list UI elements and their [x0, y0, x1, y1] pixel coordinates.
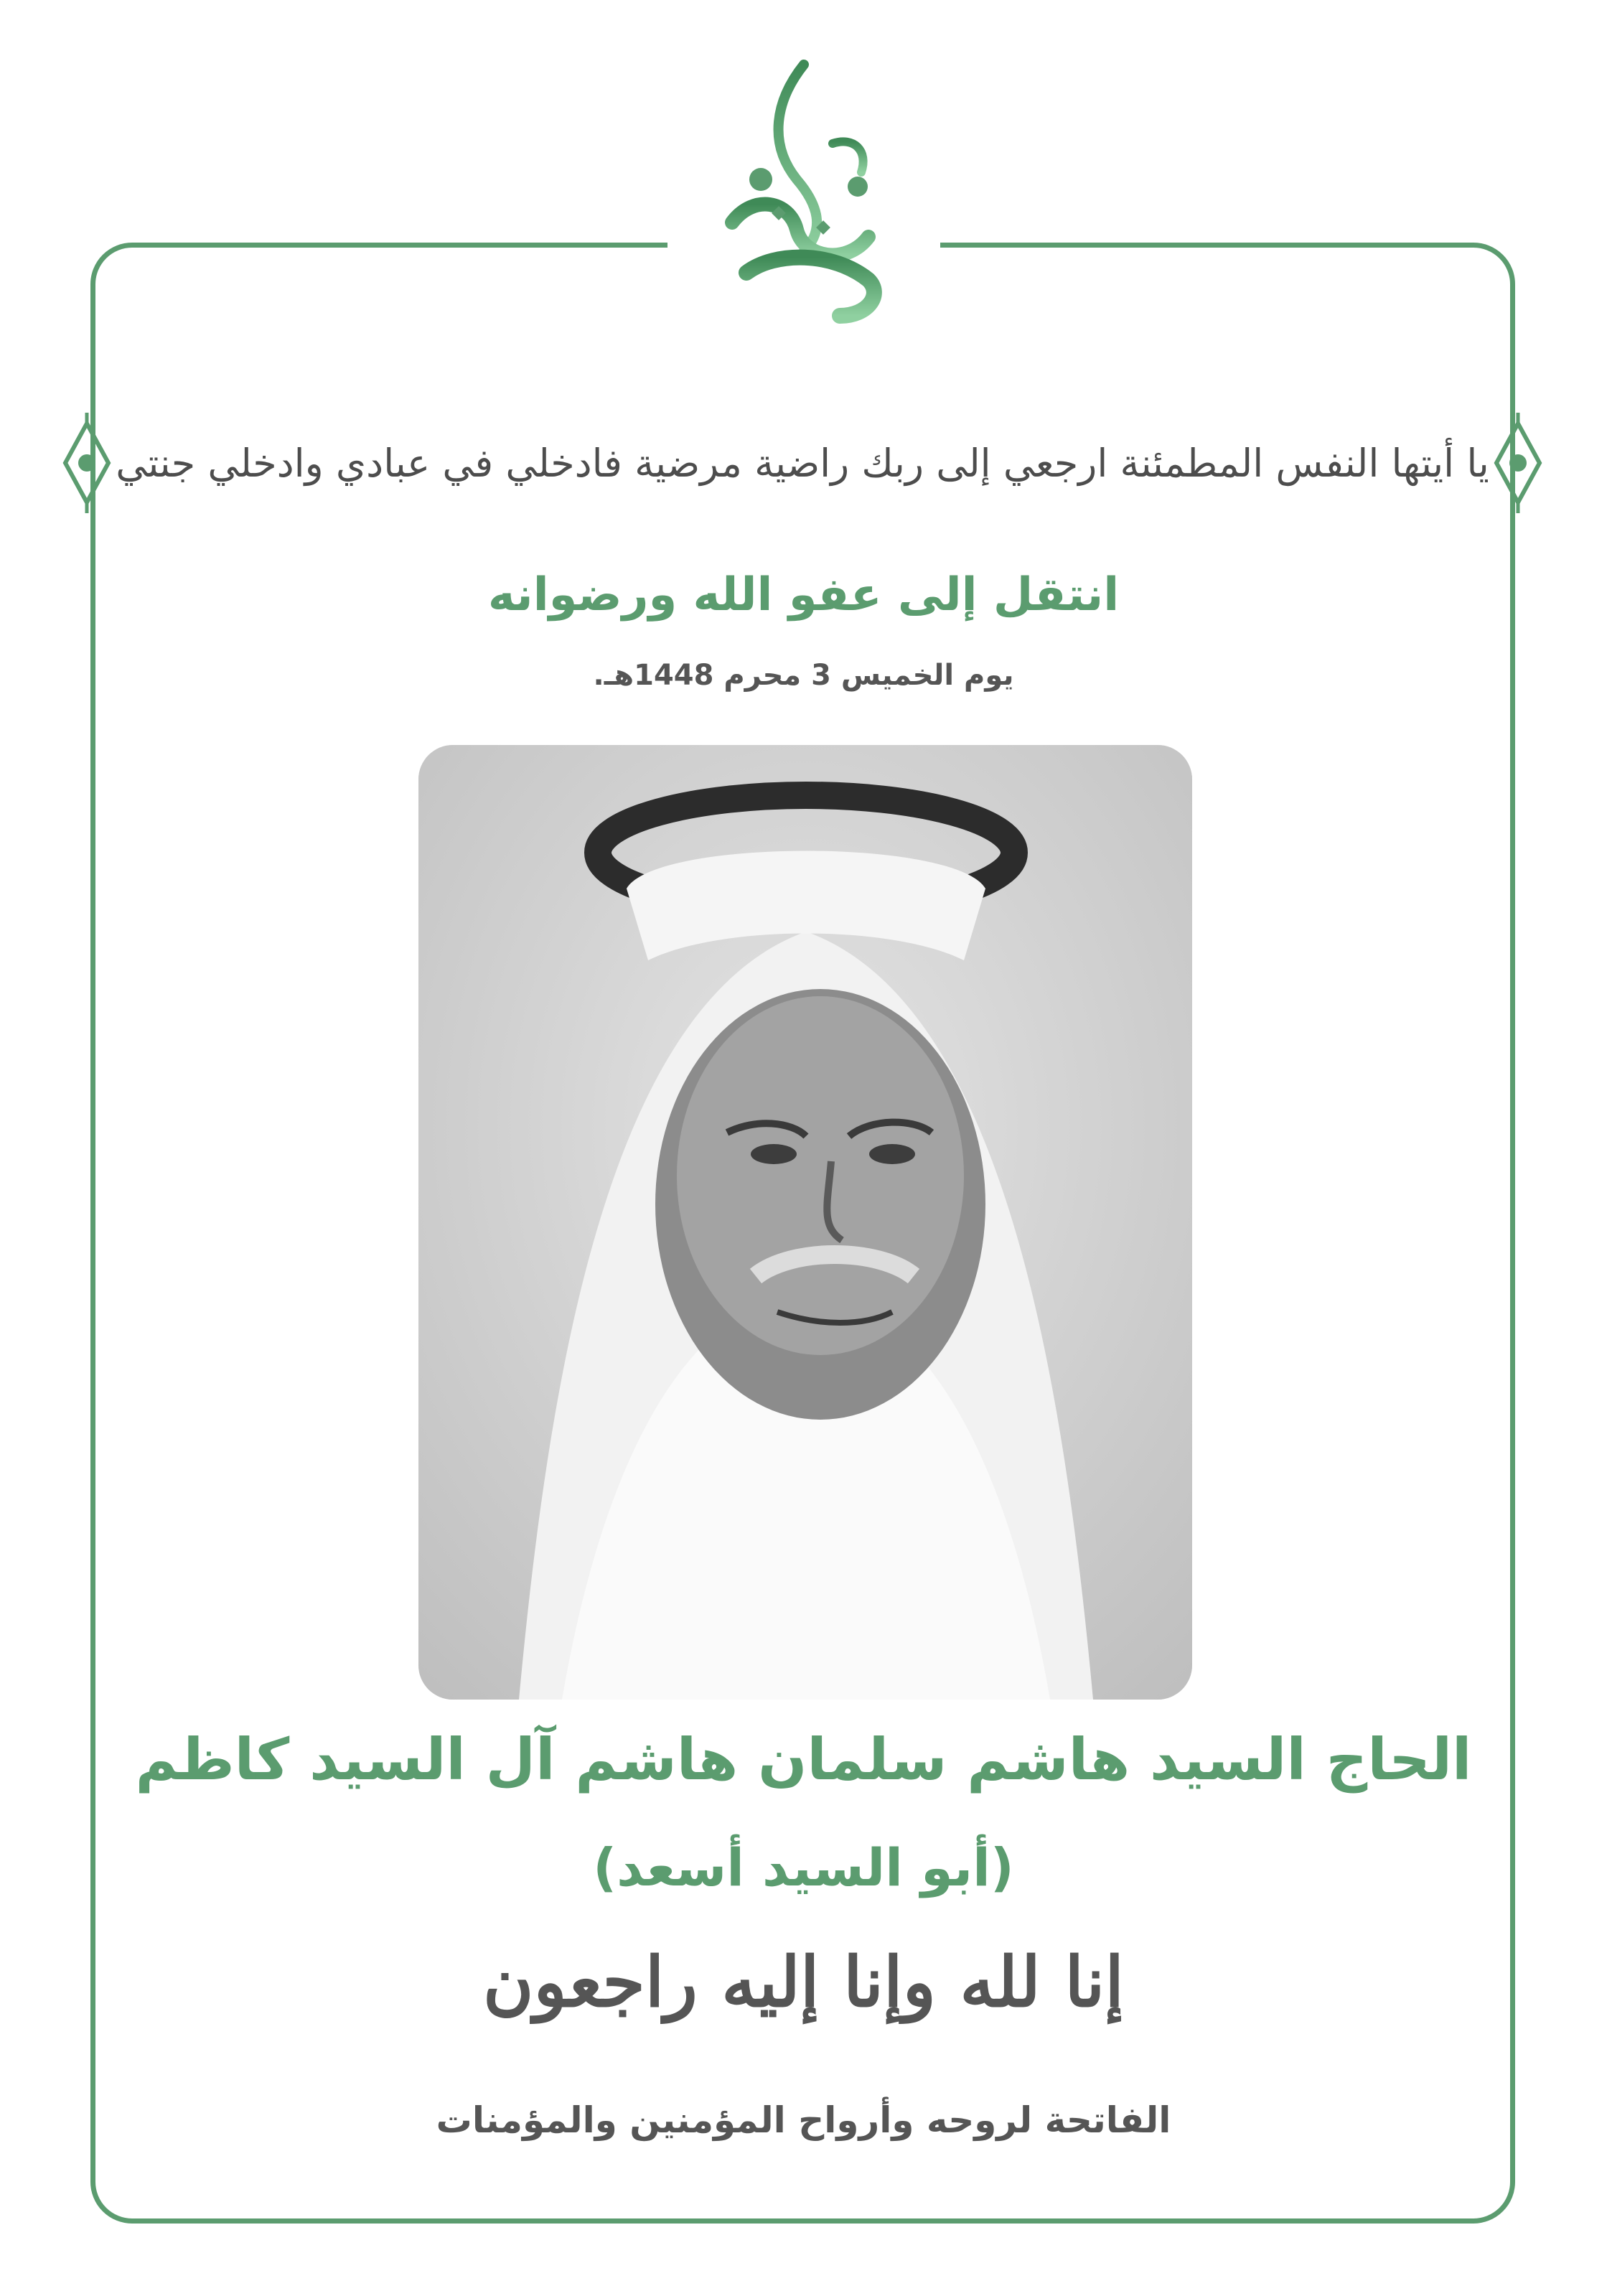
right-ornament-icon	[58, 409, 116, 517]
deceased-kunya: (أبو السيد أسعد)	[593, 1837, 1014, 1898]
portrait-icon	[418, 745, 1192, 1700]
portrait-photo	[418, 745, 1192, 1700]
left-ornament-icon	[1489, 409, 1547, 517]
deceased-name: الحاج السيد هاشم سلمان هاشم آل السيد كاظم	[135, 1726, 1472, 1793]
quran-verse-banner	[116, 409, 1489, 517]
istirja-phrase: إنا لله وإنا إليه راجعون	[483, 1941, 1124, 2023]
calligraphy-logo	[667, 50, 940, 337]
date-line: يوم الخميس 3 محرم 1448هـ.	[593, 659, 1014, 692]
quran-verse: يا أيتها النفس المطمئنة ارجعي إلى ربك راضية مرضية فادخلي في عبادي وادخلي جنتي	[116, 440, 1489, 486]
closing-line: الفاتحة لروحه وأرواح المؤمنين والمؤمنات	[436, 2099, 1171, 2141]
calligraphy-logo-icon	[689, 57, 919, 330]
headline: انتقل إلى عفو الله ورضوانه	[487, 568, 1120, 622]
